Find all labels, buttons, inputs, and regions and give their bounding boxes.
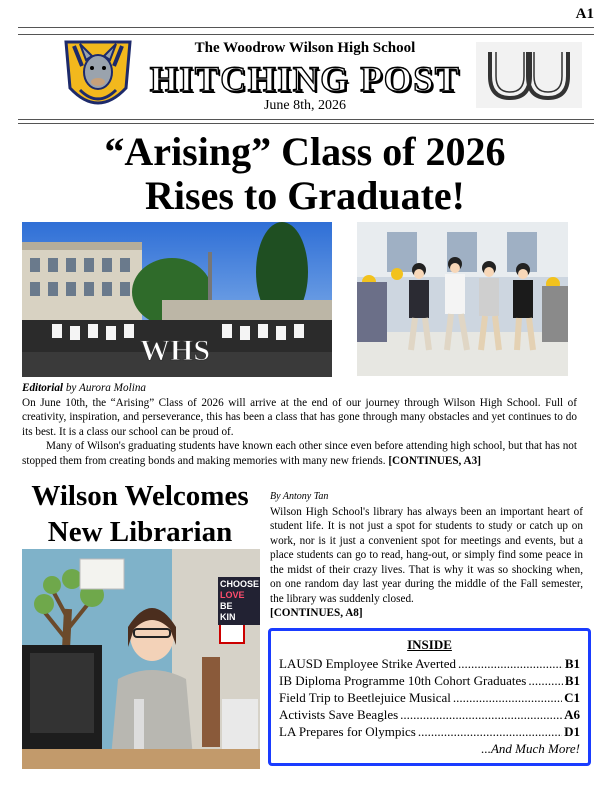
- inside-item[interactable]: [279, 672, 580, 689]
- librarian-article: [270, 490, 583, 621]
- headline-line-1: “Arising” Class of 2026: [104, 129, 506, 174]
- editorial-byline: by Aurora Molina: [65, 382, 147, 394]
- inside-item-page: B1: [564, 673, 580, 688]
- masthead-title: HITCHING POST: [149, 59, 461, 99]
- editorial-continues-link[interactable]: [CONTINUES, A3]: [388, 454, 481, 467]
- main-headline: [0, 130, 610, 218]
- masthead-rule-inner: [18, 123, 594, 124]
- inside-item-title: Activists Save Beagles: [279, 707, 399, 722]
- librarian-headline: [18, 478, 262, 550]
- editorial-label: Editorial: [22, 382, 64, 394]
- students-walking-photo: [357, 222, 568, 376]
- issue-date: June 8th, 2026: [263, 98, 347, 113]
- librarian-paragraph: Wilson High School's library has always been an important heart of student life. It is not just a spot for students to study or catch up on work, nor is it just a convenient spot for meetings and events, but a place students can go to read, hang-out, or simply find some peace in the midst of their crazy lives. That is why it was so shocking when, on one random day last year during the middle of the Fall semester, the library was suddenly closed.: [270, 505, 583, 605]
- poster-line-4: KIN: [220, 612, 236, 622]
- librarian-headline-line-1: Wilson Welcomes: [31, 480, 249, 512]
- horseshoe-logo: [476, 42, 582, 108]
- poster-line-2: LOVE: [220, 590, 245, 600]
- class-group-photo: [22, 222, 332, 377]
- inside-item-title: Field Trip to Beetlejuice Musical: [279, 690, 451, 705]
- editorial-article: [22, 381, 577, 468]
- editorial-paragraph-1: On June 10th, the “Arising” Class of 2026 will arrive at the end of our journey through Wilson High School. Full of creativity, inspiration, and perseverance, this has been a class that has gone through many obstacles and yet continues to do its best. It is a class our school can be proud of.: [22, 396, 577, 438]
- top-rule-inner: [18, 34, 594, 35]
- inside-item[interactable]: [279, 706, 580, 723]
- page-number: A1: [575, 6, 594, 22]
- inside-item[interactable]: [279, 655, 580, 672]
- choose-love-poster: [218, 577, 260, 625]
- inside-item-title: LA Prepares for Olympics: [279, 724, 416, 739]
- inside-item-page: D1: [564, 724, 580, 739]
- inside-item-page: C1: [564, 690, 580, 705]
- masthead-rule: [18, 119, 594, 120]
- inside-item[interactable]: [279, 689, 580, 706]
- librarian-continues-link[interactable]: [CONTINUES, A8]: [270, 607, 363, 619]
- librarian-byline: By Antony Tan: [270, 491, 329, 502]
- librarian-photo: [22, 549, 260, 769]
- inside-item[interactable]: [279, 723, 580, 740]
- librarian-headline-line-2: New Librarian: [47, 516, 233, 548]
- poster-line-3: BE: [220, 601, 233, 611]
- inside-box: [268, 628, 591, 766]
- inside-heading: INSIDE: [407, 637, 452, 652]
- inside-item-page: A6: [564, 707, 580, 722]
- inside-item-title: IB Diploma Programme 10th Cohort Graduates: [279, 673, 527, 688]
- inside-item-title: LAUSD Employee Strike Averted: [279, 656, 457, 671]
- inside-more: ...And Much More!: [481, 741, 580, 756]
- editorial-paragraph-2: Many of Wilson's graduating students have known each other since even before attending high school, but that has not stopped them from creating bonds and making memories with many new friends.: [22, 440, 577, 467]
- headline-line-2: Rises to Graduate!: [145, 173, 465, 218]
- school-name: The Woodrow Wilson High School: [194, 40, 416, 56]
- inside-item-page: B1: [564, 656, 580, 671]
- poster-line-1: CHOOSE: [220, 579, 260, 589]
- top-rule: [18, 27, 594, 28]
- whs-banner: WHS: [140, 334, 211, 367]
